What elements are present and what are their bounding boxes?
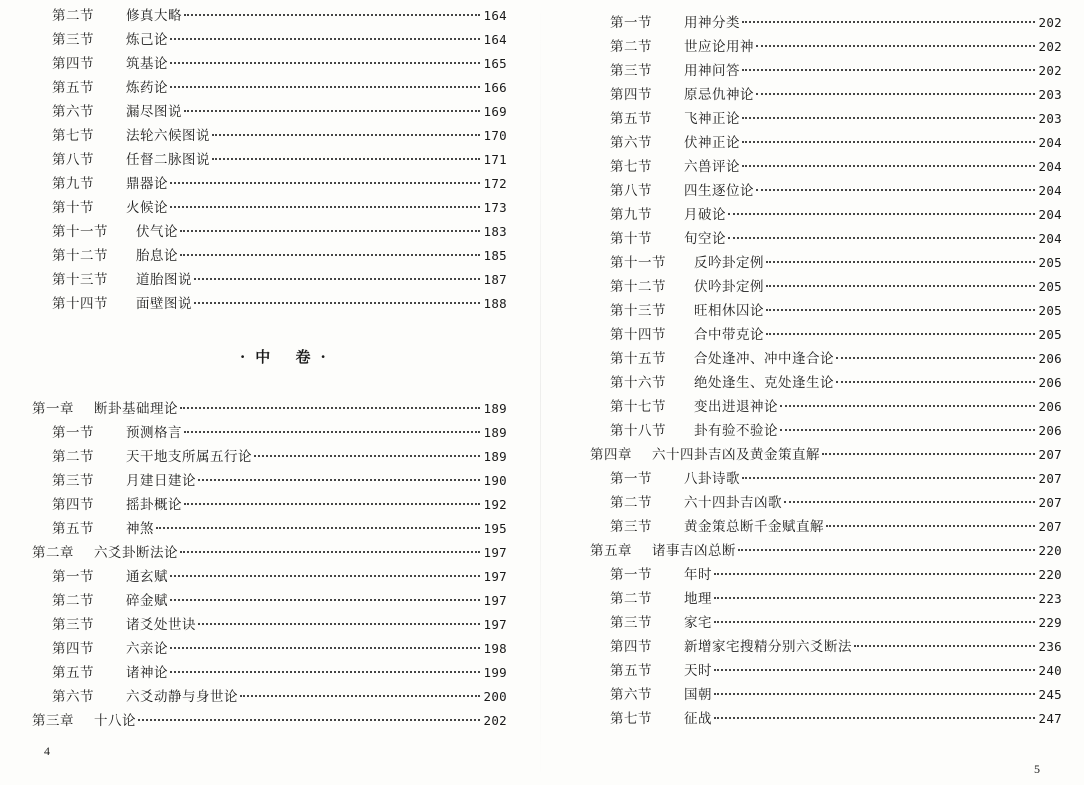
- entry-label: 第七节: [610, 159, 652, 175]
- toc-section-entry: [590, 515, 1062, 539]
- entry-page-number: 197: [483, 545, 507, 560]
- entry-page-number: 166: [483, 80, 507, 95]
- toc-section-entry: [32, 172, 507, 196]
- dot-leader: [184, 13, 480, 16]
- dot-leader: [180, 253, 480, 256]
- dot-leader: [742, 20, 1035, 23]
- dot-leader: [212, 157, 480, 160]
- entry-page-number: 199: [483, 665, 507, 680]
- toc-chapter-entry: [32, 397, 507, 421]
- entry-label: 第十四节: [610, 327, 666, 343]
- entry-page-number: 203: [1038, 111, 1062, 126]
- dot-leader: [254, 454, 480, 457]
- toc-section-entry: [590, 131, 1062, 155]
- toc-section-entry: [590, 179, 1062, 203]
- entry-page-number: 173: [483, 200, 507, 215]
- entry-page-number: 190: [483, 473, 507, 488]
- entry-label: 第四节: [52, 641, 94, 657]
- entry-title: 六十四卦吉凶歌: [684, 495, 782, 511]
- entry-page-number: 204: [1038, 231, 1062, 246]
- toc-section-entry: [590, 491, 1062, 515]
- toc-section-entry: [32, 220, 507, 244]
- entry-label: 第四节: [610, 639, 652, 655]
- entry-page-number: 195: [483, 521, 507, 536]
- entry-label: 第十三节: [52, 272, 108, 288]
- entry-label: 第十八节: [610, 423, 666, 439]
- entry-page-number: 198: [483, 641, 507, 656]
- entry-page-number: 247: [1038, 711, 1062, 726]
- page-number-right: 5: [1034, 762, 1040, 776]
- entry-page-number: 205: [1038, 255, 1062, 270]
- dot-leader: [714, 620, 1035, 623]
- entry-page-number: 236: [1038, 639, 1062, 654]
- dot-leader: [714, 596, 1035, 599]
- dot-leader: [180, 550, 480, 553]
- dot-leader: [738, 548, 1035, 551]
- toc-section-entry: [590, 371, 1062, 395]
- toc-section-entry: [590, 659, 1062, 683]
- entry-title: 反吟卦定例: [694, 255, 764, 271]
- toc-section-entry: [590, 203, 1062, 227]
- page-gutter: [540, 0, 541, 785]
- entry-title: 四生逐位论: [684, 183, 754, 199]
- entry-title: 合中带克论: [694, 327, 764, 343]
- dot-leader: [742, 68, 1035, 71]
- entry-label: 第八节: [610, 183, 652, 199]
- entry-page-number: 189: [483, 401, 507, 416]
- page-number-left: 4: [44, 744, 50, 758]
- entry-page-number: 223: [1038, 591, 1062, 606]
- entry-page-number: 200: [483, 689, 507, 704]
- toc-section-entry: [590, 323, 1062, 347]
- entry-label: 第九节: [610, 207, 652, 223]
- entry-page-number: 189: [483, 425, 507, 440]
- toc-section-entry: [32, 100, 507, 124]
- dot-leader: [728, 236, 1035, 239]
- toc-section-entry: [590, 83, 1062, 107]
- entry-label: 第十一节: [610, 255, 666, 271]
- entry-page-number: 206: [1038, 375, 1062, 390]
- entry-page-number: 164: [483, 8, 507, 23]
- entry-label: 第三节: [52, 473, 94, 489]
- entry-label: 第七节: [610, 711, 652, 727]
- entry-title: 修真大略: [126, 8, 182, 24]
- entry-label: 第十二节: [52, 248, 108, 264]
- entry-label: 第六节: [52, 689, 94, 705]
- entry-label: 第一节: [52, 569, 94, 585]
- toc-section-entry: [590, 299, 1062, 323]
- toc-section-entry: [32, 52, 507, 76]
- entry-page-number: 206: [1038, 351, 1062, 366]
- entry-page-number: 205: [1038, 279, 1062, 294]
- entry-title: 八卦诗歌: [684, 471, 740, 487]
- entry-title: 黄金策总断千金赋直解: [684, 519, 824, 535]
- entry-title: 伏气论: [136, 224, 178, 240]
- entry-label: 第五章: [590, 543, 632, 559]
- toc-section-entry: [590, 587, 1062, 611]
- toc-section-entry: [590, 11, 1062, 35]
- entry-label: 第四节: [52, 56, 94, 72]
- entry-title: 火候论: [126, 200, 168, 216]
- entry-title: 征战: [684, 711, 712, 727]
- entry-page-number: 207: [1038, 471, 1062, 486]
- dot-leader: [156, 526, 480, 529]
- entry-title: 飞神正论: [684, 111, 740, 127]
- entry-title: 天干地支所属五行论: [126, 449, 252, 465]
- entry-label: 第十二节: [610, 279, 666, 295]
- entry-label: 第五节: [610, 663, 652, 679]
- dot-leader: [780, 404, 1035, 407]
- dot-leader: [728, 212, 1035, 215]
- entry-title: 诸事吉凶总断: [652, 543, 736, 559]
- dot-leader: [170, 574, 480, 577]
- toc-section-entry: [32, 517, 507, 541]
- volume-heading: ·中 卷·: [240, 348, 336, 366]
- toc-section-entry: [590, 275, 1062, 299]
- entry-title: 漏尽图说: [126, 104, 182, 120]
- entry-label: 第三节: [610, 519, 652, 535]
- entry-title: 道胎图说: [136, 272, 192, 288]
- entry-page-number: 202: [1038, 63, 1062, 78]
- entry-label: 第十节: [52, 200, 94, 216]
- entry-title: 摇卦概论: [126, 497, 182, 513]
- entry-label: 第二节: [52, 449, 94, 465]
- dot-leader: [714, 692, 1035, 695]
- dot-leader: [756, 188, 1035, 191]
- entry-label: 第十五节: [610, 351, 666, 367]
- dot-leader: [184, 430, 480, 433]
- entry-title: 六亲论: [126, 641, 168, 657]
- entry-page-number: 192: [483, 497, 507, 512]
- entry-page-number: 187: [483, 272, 507, 287]
- entry-label: 第七节: [52, 128, 94, 144]
- entry-title: 伏吟卦定例: [694, 279, 764, 295]
- entry-title: 绝处逢生、克处逢生论: [694, 375, 834, 391]
- dot-leader: [170, 670, 480, 673]
- entry-label: 第五节: [52, 665, 94, 681]
- dot-leader: [240, 694, 480, 697]
- entry-label: 第四节: [610, 87, 652, 103]
- entry-title: 六爻卦断法论: [94, 545, 178, 561]
- toc-section-entry: [590, 707, 1062, 731]
- entry-title: 十八论: [94, 713, 136, 729]
- entry-page-number: 170: [483, 128, 507, 143]
- entry-title: 通玄赋: [126, 569, 168, 585]
- entry-label: 第三章: [32, 713, 74, 729]
- entry-label: 第十三节: [610, 303, 666, 319]
- entry-title: 原忌仇神论: [684, 87, 754, 103]
- entry-title: 月建日建论: [126, 473, 196, 489]
- entry-title: 卦有验不验论: [694, 423, 778, 439]
- dot-leader: [184, 502, 480, 505]
- entry-label: 第五节: [52, 80, 94, 96]
- toc-section-entry: [32, 469, 507, 493]
- entry-label: 第八节: [52, 152, 94, 168]
- entry-page-number: 205: [1038, 327, 1062, 342]
- entry-title: 地理: [684, 591, 712, 607]
- entry-label: 第三节: [610, 615, 652, 631]
- toc-section-entry: [590, 59, 1062, 83]
- entry-title: 鼎器论: [126, 176, 168, 192]
- entry-label: 第十节: [610, 231, 652, 247]
- entry-label: 第十一节: [52, 224, 108, 240]
- dot-leader: [766, 308, 1035, 311]
- entry-title: 六兽评论: [684, 159, 740, 175]
- entry-page-number: 172: [483, 176, 507, 191]
- dot-leader: [212, 133, 480, 136]
- entry-page-number: 205: [1038, 303, 1062, 318]
- entry-title: 断卦基础理论: [94, 401, 178, 417]
- entry-title: 法轮六候图说: [126, 128, 210, 144]
- entry-page-number: 202: [483, 713, 507, 728]
- entry-page-number: 189: [483, 449, 507, 464]
- dot-leader: [784, 500, 1035, 503]
- toc-section-entry: [32, 4, 507, 28]
- entry-title: 用神问答: [684, 63, 740, 79]
- toc-section-entry: [32, 613, 507, 637]
- dot-leader: [742, 164, 1035, 167]
- entry-title: 变出进退神论: [694, 399, 778, 415]
- entry-label: 第六节: [610, 135, 652, 151]
- entry-label: 第一节: [610, 15, 652, 31]
- entry-title: 六十四卦吉凶及黄金策直解: [652, 447, 820, 463]
- entry-page-number: 220: [1038, 567, 1062, 582]
- dot-leader: [836, 356, 1035, 359]
- toc-section-entry: [32, 148, 507, 172]
- dot-leader: [180, 229, 480, 232]
- entry-label: 第九节: [52, 176, 94, 192]
- toc-chapter-entry: [32, 541, 507, 565]
- toc-section-entry: [590, 635, 1062, 659]
- entry-label: 第五节: [610, 111, 652, 127]
- dot-leader: [822, 452, 1035, 455]
- right-page-toc: [590, 11, 1062, 731]
- entry-page-number: 204: [1038, 135, 1062, 150]
- left-page-toc-bottom: [32, 397, 507, 733]
- entry-label: 第二节: [610, 39, 652, 55]
- dot-leader: [138, 718, 480, 721]
- entry-title: 用神分类: [684, 15, 740, 31]
- toc-section-entry: [590, 419, 1062, 443]
- entry-title: 合处逢冲、冲中逢合论: [694, 351, 834, 367]
- entry-page-number: 188: [483, 296, 507, 311]
- toc-section-entry: [32, 493, 507, 517]
- toc-section-entry: [590, 683, 1062, 707]
- dot-leader: [198, 622, 480, 625]
- dot-leader: [780, 428, 1035, 431]
- toc-section-entry: [32, 124, 507, 148]
- entry-label: 第一节: [610, 567, 652, 583]
- toc-section-entry: [590, 227, 1062, 251]
- entry-title: 预测格言: [126, 425, 182, 441]
- entry-page-number: 171: [483, 152, 507, 167]
- entry-label: 第十四节: [52, 296, 108, 312]
- toc-section-entry: [32, 565, 507, 589]
- entry-page-number: 197: [483, 617, 507, 632]
- entry-page-number: 207: [1038, 447, 1062, 462]
- entry-title: 面壁图说: [136, 296, 192, 312]
- entry-title: 国朝: [684, 687, 712, 703]
- toc-section-entry: [32, 589, 507, 613]
- toc-chapter-entry: [590, 539, 1062, 563]
- dot-leader: [194, 301, 480, 304]
- dot-leader: [184, 109, 480, 112]
- entry-page-number: 240: [1038, 663, 1062, 678]
- entry-label: 第六节: [52, 104, 94, 120]
- entry-page-number: 207: [1038, 519, 1062, 534]
- entry-label: 第四节: [52, 497, 94, 513]
- entry-page-number: 204: [1038, 159, 1062, 174]
- dot-leader: [714, 716, 1035, 719]
- entry-title: 伏神正论: [684, 135, 740, 151]
- toc-chapter-entry: [32, 709, 507, 733]
- dot-leader: [194, 277, 480, 280]
- entry-page-number: 229: [1038, 615, 1062, 630]
- toc-section-entry: [32, 28, 507, 52]
- entry-label: 第六节: [610, 687, 652, 703]
- toc-section-entry: [32, 421, 507, 445]
- entry-label: 第三节: [52, 617, 94, 633]
- toc-section-entry: [590, 347, 1062, 371]
- toc-section-entry: [590, 563, 1062, 587]
- toc-section-entry: [32, 661, 507, 685]
- dot-leader: [742, 116, 1035, 119]
- entry-title: 月破论: [684, 207, 726, 223]
- entry-title: 六爻动静与身世论: [126, 689, 238, 705]
- dot-leader: [766, 260, 1035, 263]
- dot-leader: [766, 284, 1035, 287]
- entry-title: 诸爻处世诀: [126, 617, 196, 633]
- entry-title: 筑基论: [126, 56, 168, 72]
- entry-title: 碎金赋: [126, 593, 168, 609]
- toc-section-entry: [32, 445, 507, 469]
- entry-title: 任督二脉图说: [126, 152, 210, 168]
- dot-leader: [170, 646, 480, 649]
- toc-section-entry: [32, 196, 507, 220]
- dot-leader: [742, 140, 1035, 143]
- entry-page-number: 207: [1038, 495, 1062, 510]
- dot-leader: [180, 406, 480, 409]
- entry-title: 神煞: [126, 521, 154, 537]
- entry-page-number: 204: [1038, 207, 1062, 222]
- entry-title: 炼药论: [126, 80, 168, 96]
- dot-leader: [170, 598, 480, 601]
- entry-page-number: 164: [483, 32, 507, 47]
- toc-section-entry: [590, 35, 1062, 59]
- toc-chapter-entry: [590, 443, 1062, 467]
- entry-label: 第三节: [52, 32, 94, 48]
- entry-title: 天时: [684, 663, 712, 679]
- toc-section-entry: [590, 467, 1062, 491]
- dot-leader: [198, 478, 480, 481]
- dot-leader: [854, 644, 1035, 647]
- toc-section-entry: [32, 244, 507, 268]
- entry-label: 第二节: [610, 495, 652, 511]
- toc-section-entry: [32, 292, 507, 316]
- entry-title: 诸神论: [126, 665, 168, 681]
- toc-section-entry: [590, 395, 1062, 419]
- dot-leader: [170, 85, 480, 88]
- dot-leader: [170, 181, 480, 184]
- entry-title: 炼己论: [126, 32, 168, 48]
- entry-label: 第二节: [52, 8, 94, 24]
- entry-title: 新增家宅搜精分别六爻断法: [684, 639, 852, 655]
- toc-section-entry: [32, 637, 507, 661]
- entry-title: 年时: [684, 567, 712, 583]
- entry-label: 第一节: [610, 471, 652, 487]
- toc-section-entry: [590, 155, 1062, 179]
- entry-title: 世应论用神: [684, 39, 754, 55]
- entry-label: 第十六节: [610, 375, 666, 391]
- entry-label: 第一章: [32, 401, 74, 417]
- entry-title: 旬空论: [684, 231, 726, 247]
- entry-title: 胎息论: [136, 248, 178, 264]
- toc-section-entry: [32, 268, 507, 292]
- dot-leader: [766, 332, 1035, 335]
- entry-page-number: 197: [483, 593, 507, 608]
- entry-label: 第二章: [32, 545, 74, 561]
- toc-section-entry: [590, 251, 1062, 275]
- dot-leader: [170, 205, 480, 208]
- dot-leader: [756, 44, 1035, 47]
- toc-section-entry: [590, 611, 1062, 635]
- toc-section-entry: [590, 107, 1062, 131]
- dot-leader: [756, 92, 1035, 95]
- entry-page-number: 202: [1038, 15, 1062, 30]
- dot-leader: [714, 572, 1035, 575]
- entry-label: 第五节: [52, 521, 94, 537]
- entry-page-number: 185: [483, 248, 507, 263]
- entry-page-number: 202: [1038, 39, 1062, 54]
- entry-page-number: 204: [1038, 183, 1062, 198]
- entry-title: 旺相休囚论: [694, 303, 764, 319]
- dot-leader: [170, 37, 480, 40]
- dot-leader: [836, 380, 1035, 383]
- entry-page-number: 169: [483, 104, 507, 119]
- entry-page-number: 206: [1038, 423, 1062, 438]
- dot-leader: [742, 476, 1035, 479]
- entry-page-number: 197: [483, 569, 507, 584]
- dot-leader: [714, 668, 1035, 671]
- entry-label: 第二节: [52, 593, 94, 609]
- entry-page-number: 183: [483, 224, 507, 239]
- toc-section-entry: [32, 76, 507, 100]
- entry-label: 第四章: [590, 447, 632, 463]
- entry-title: 家宅: [684, 615, 712, 631]
- entry-page-number: 220: [1038, 543, 1062, 558]
- entry-page-number: 165: [483, 56, 507, 71]
- dot-leader: [170, 61, 480, 64]
- left-page-toc-top: [32, 4, 507, 316]
- entry-page-number: 203: [1038, 87, 1062, 102]
- toc-section-entry: [32, 685, 507, 709]
- dot-leader: [826, 524, 1035, 527]
- entry-page-number: 206: [1038, 399, 1062, 414]
- entry-label: 第十七节: [610, 399, 666, 415]
- entry-label: 第二节: [610, 591, 652, 607]
- entry-label: 第三节: [610, 63, 652, 79]
- entry-page-number: 245: [1038, 687, 1062, 702]
- entry-label: 第一节: [52, 425, 94, 441]
